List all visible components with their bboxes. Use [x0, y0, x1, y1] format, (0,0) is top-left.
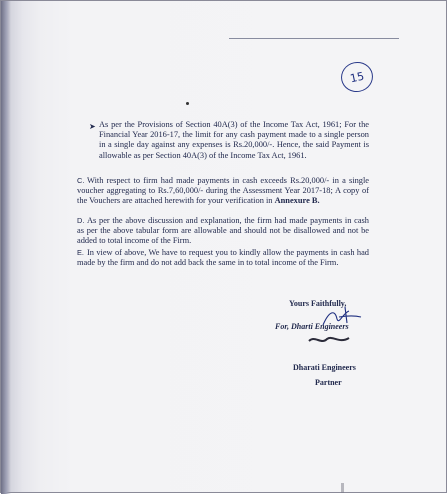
paragraph-e: In view of above, We have to request you to kindly allow the payments in cash had made by the firm and do not add back the same in to total income of the Firm. [77, 248, 369, 268]
paragraph-e-label: E. [77, 248, 84, 257]
closing-firm-name: Dharati Engineers [293, 363, 356, 372]
page-number-stamp [338, 59, 376, 95]
annexure-ref: Annexure B. [274, 196, 320, 206]
paragraph-b: As per the Provisions of Section 40A(3) of the Income Tax Act, 1961; For the Financial Year 2016-17, the limit for any cash payment made to a single person in a single day against any expenses is Rs.20,000/-. Hence, the said Payment is allowable as per Section 40A(3) of the Income Tax Act, 1961. [99, 120, 369, 160]
paragraph-c-text: With respect to firm had made payments in cash exceeds Rs.20,000/- in a single voucher aggregating to Rs.7,60,000/- during the Assessment Year 2017-18; A copy of the Vouchers are attached herewith for your verification in [77, 176, 369, 206]
page-number: 15 [348, 69, 366, 85]
binding-shadow [1, 1, 11, 494]
header-rule [229, 38, 399, 39]
stamp-smudge-icon [307, 333, 351, 347]
paragraph-d-label: D. [77, 216, 85, 225]
paragraph-c [77, 176, 369, 207]
paragraph-c-label: C. [77, 176, 85, 185]
closing-designation: Partner [315, 378, 342, 387]
arrow-bullet-icon: ➤ [89, 122, 96, 131]
dot-mark [186, 102, 189, 105]
edge-mark [341, 483, 344, 493]
paragraph-d: As per the above discussion and explanation, the firm had made payments in cash as per the above tabular form are allowable and should not be disallowed and not be added to total income of the Firm. [77, 216, 369, 246]
closing-for-firm: For, Dharti Engineers [275, 322, 349, 331]
closing-yours-faithfully: Yours Faithfully, [289, 299, 347, 308]
